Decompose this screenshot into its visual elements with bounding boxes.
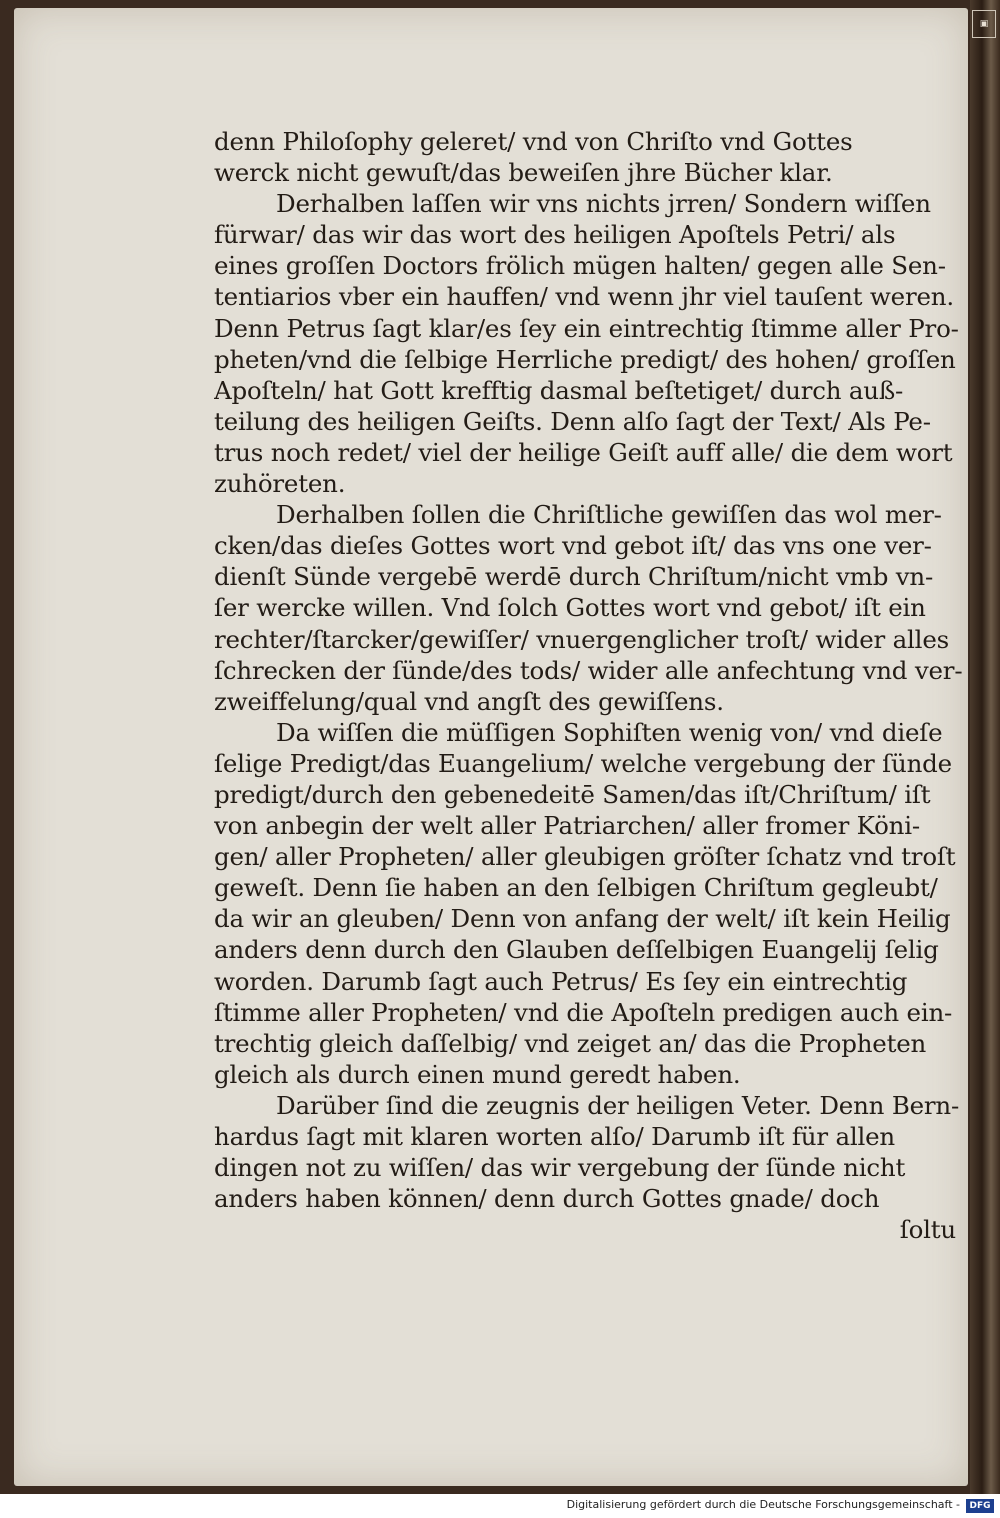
text-line: hardus ſagt mit klaren worten alſo/ Darumb iſt für allen bbox=[214, 1122, 896, 1151]
text-line: anders denn durch den Glauben deſſelbigen Euangelij ſelig bbox=[214, 935, 939, 965]
text-line: worden. Darumb ſagt auch Petrus/ Es ſey ein eintrechtig bbox=[214, 966, 908, 996]
text-line: pheten/vnd die ſelbige Herrliche predigt/ des hohen/ groſſen bbox=[214, 344, 956, 374]
text-line: tentiarios vber ein hauffen/ vnd wenn jhr viel tauſent weren. bbox=[214, 282, 954, 312]
text-line: cken/das dieſes Gottes wort vnd gebot iſt/ das vns one ver- bbox=[214, 531, 932, 561]
text-line: rechter/ſtarcker/gewiſſer/ vnuergenglicher troſt/ wider alles bbox=[214, 624, 949, 654]
text-line: eines groſſen Doctors frölich mügen halten/ gegen alle Sen- bbox=[214, 251, 946, 281]
dfg-logo: DFG bbox=[966, 1499, 994, 1513]
text-line: ſer wercke willen. Vnd ſolch Gottes wort vnd gebot/ iſt ein bbox=[214, 593, 926, 623]
text-line: Darüber ſind die zeugnis der heiligen Veter. Denn Bern- bbox=[276, 1090, 960, 1120]
text-line: teilung des heiligen Geiſts. Denn alſo ſagt der Text/ Als Pe- bbox=[214, 406, 931, 436]
book-page bbox=[14, 8, 968, 1486]
text-line: gleich als durch einen mund geredt haben. bbox=[214, 1059, 741, 1089]
text-line: da wir an gleuben/ Denn von anfang der welt/ iſt kein Heilig bbox=[214, 904, 951, 934]
text-line: von anbegin der welt aller Patriarchen/ aller fromer Köni- bbox=[214, 811, 920, 841]
text-line: predigt/durch den gebenedeitē Samen/das iſt/Chriſtum/ iſt bbox=[214, 779, 931, 809]
text-line: Derhalben laſſen wir vns nichts jrren/ Sondern wiſſen bbox=[276, 189, 931, 219]
text-line: gen/ aller Propheten/ aller gleubigen gröſter ſchatz vnd troſt bbox=[214, 842, 956, 872]
text-line: dingen not zu wiſſen/ das wir vergebung der ſünde nicht bbox=[214, 1153, 906, 1183]
text-line: denn Philoſophy geleret/ vnd von Chriſto vnd Gottes bbox=[214, 127, 853, 156]
text-line: geweſt. Denn ſie haben an den ſelbigen Chriſtum gegleubt/ bbox=[214, 873, 938, 903]
text-line: anders haben können/ denn durch Gottes gnade/ doch bbox=[214, 1184, 880, 1214]
text-line: trus noch redet/ viel der heilige Geiſt auff alle/ die dem wort bbox=[214, 437, 953, 467]
text-line: fürwar/ das wir das wort des heiligen Apoſtels Petri/ als bbox=[214, 220, 896, 250]
funding-credit: Digitalisierung gefördert durch die Deutsche Forschungsgemeinschaft - bbox=[566, 1498, 960, 1511]
text-line: trechtig gleich daſſelbig/ vnd zeiget an/ das die Propheten bbox=[214, 1028, 927, 1058]
text-line: zweiffelung/qual vnd angſt des gewiſſens. bbox=[214, 686, 724, 716]
catchword: ſoltu bbox=[899, 1215, 956, 1245]
page-text-block bbox=[214, 126, 964, 1245]
text-line: Derhalben ſollen die Chriſtliche gewiſſen das wol mer- bbox=[276, 500, 942, 530]
text-line: zuhöreten. bbox=[214, 469, 346, 499]
footer-bar bbox=[0, 1494, 1000, 1518]
text-line: ſelige Predigt/das Euangelium/ welche vergebung der ſünde bbox=[214, 748, 952, 778]
text-line: Denn Petrus ſagt klar/es ſey ein eintrechtig ſtimme aller Pro- bbox=[214, 313, 959, 343]
scan-marker-icon: ▣ bbox=[972, 10, 996, 38]
text-line: dienſt Sünde vergebē werdē durch Chriſtum/nicht vmb vn- bbox=[214, 562, 934, 592]
text-line: werck nicht gewuſt/das beweiſen jhre Bücher klar. bbox=[214, 158, 833, 188]
text-line: ſchrecken der ſünde/des tods/ wider alle anfechtung vnd ver- bbox=[214, 655, 963, 685]
book-spine bbox=[970, 0, 1000, 1494]
text-line: Da wiſſen die müſſigen Sophiſten wenig von/ vnd dieſe bbox=[276, 717, 943, 747]
text-line: Apoſteln/ hat Gott krefftig dasmal beſtetiget/ durch auß- bbox=[214, 375, 904, 405]
text-line: ſtimme aller Propheten/ vnd die Apoſteln predigen auch ein- bbox=[214, 997, 953, 1027]
